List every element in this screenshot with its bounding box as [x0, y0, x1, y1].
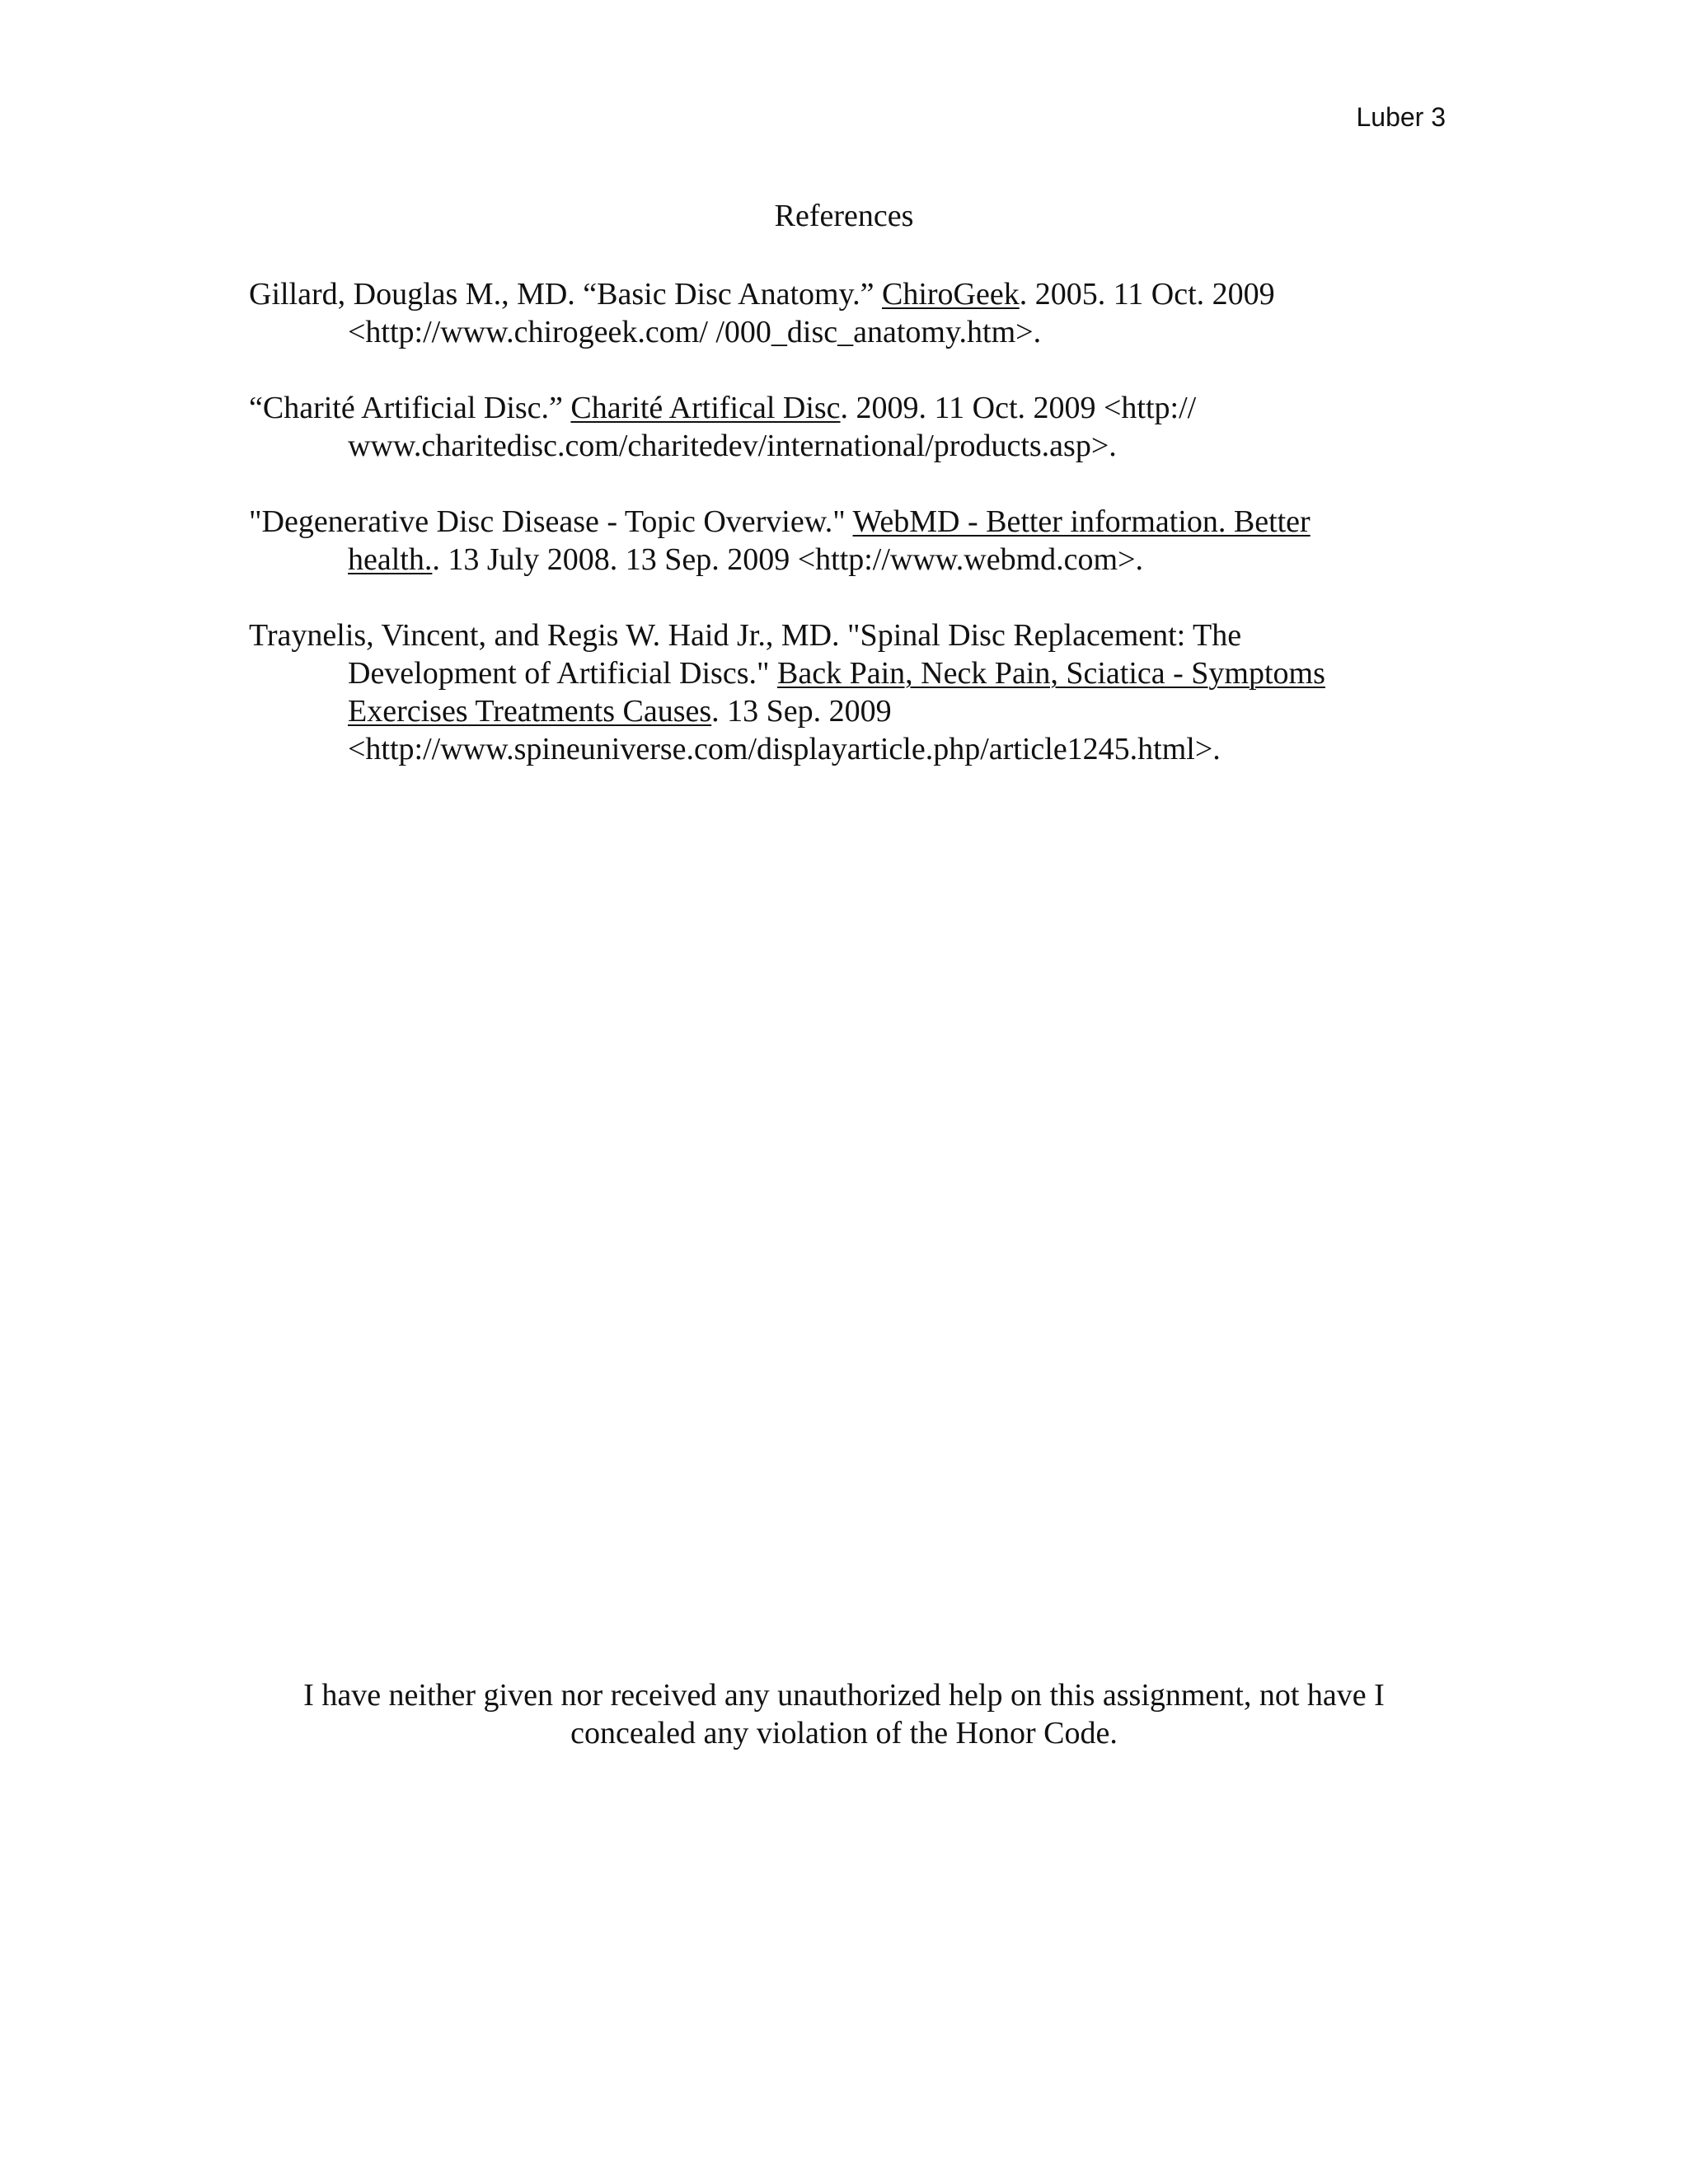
honor-pledge-line-1: I have neither given nor received any unauthorized help on this assignment, not have I — [303, 1678, 1385, 1713]
reference-entry-1-site-title: ChiroGeek — [881, 277, 1020, 312]
reference-entry-4-url: <http://www.spineuniverse.com/displayarticle.php/article1245.html>. — [348, 732, 1221, 766]
reference-entry-1-url: <http://www.chirogeek.com/ /000_disc_anatomy.htm>. — [348, 315, 1042, 349]
reference-entry-3-text-b: . 13 July 2008. 13 Sep. 2009 <http://www.webmd.com>. — [432, 542, 1144, 577]
reference-entry-3-line-2 — [249, 541, 1436, 579]
reference-entry-4-site-title-part-1: Back Pain, Neck Pain, Sciatica - Symptoms — [777, 656, 1325, 691]
reference-entry-4-text-a: Development of Artificial Discs." — [348, 656, 777, 691]
reference-entry-2-url: www.charitedisc.com/charitedev/international/products.asp>. — [348, 429, 1117, 463]
reference-entry-2 — [249, 389, 1436, 465]
reference-entry-3-site-title-part-1: WebMD - Better information. Better — [852, 504, 1311, 539]
reference-entry-3-text-a: "Degenerative Disc Disease - Topic Overview." — [249, 504, 853, 539]
reference-entry-4-line-2 — [249, 654, 1436, 692]
reference-entry-2-text-b: . 2009. 11 Oct. 2009 <http:// — [840, 391, 1197, 425]
honor-pledge-line-2: concealed any violation of the Honor Code. — [570, 1716, 1118, 1750]
reference-entry-4-site-title-part-2: Exercises Treatments Causes — [348, 694, 712, 729]
reference-entry-4-line-1: Traynelis, Vincent, and Regis W. Haid Jr., MD. "Spinal Disc Replacement: The — [249, 618, 1242, 653]
reference-entry-2-line-1 — [249, 389, 1436, 427]
reference-entry-3-site-title-part-2: health. — [348, 542, 433, 577]
references-title: References — [774, 199, 914, 233]
reference-entry-3 — [249, 503, 1436, 579]
reference-entry-2-site-title: Charité Artifical Disc — [570, 391, 841, 425]
reference-entry-4 — [249, 616, 1436, 768]
page-header: Luber 3 — [1356, 102, 1446, 132]
reference-entry-1-line-1 — [249, 275, 1436, 313]
reference-entry-1-text-b: . 2005. 11 Oct. 2009 — [1019, 277, 1275, 312]
reference-entry-4-text-b: . 13 Sep. 2009 — [711, 694, 892, 729]
reference-entry-1-text-a: Gillard, Douglas M., MD. “Basic Disc Anatomy.” — [249, 277, 882, 312]
reference-entry-1 — [249, 275, 1436, 351]
reference-entry-4-line-3 — [249, 692, 1436, 730]
honor-pledge — [0, 1676, 1688, 1752]
reference-entry-3-line-1 — [249, 503, 1436, 541]
reference-entry-2-text-a: “Charité Artificial Disc.” — [249, 391, 571, 425]
